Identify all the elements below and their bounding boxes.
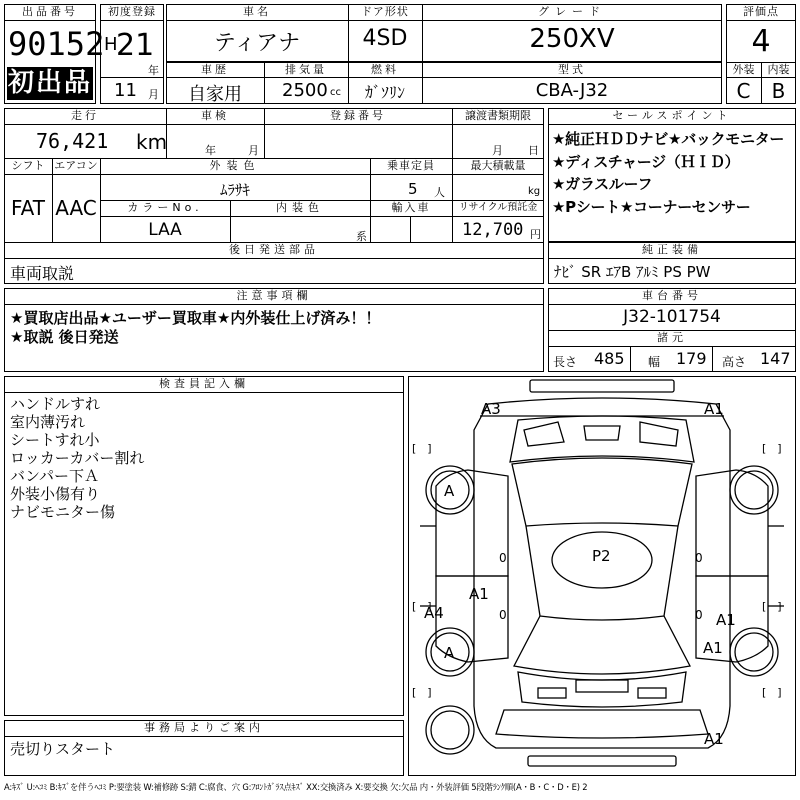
inspector-line: ロッカーカバー割れ — [10, 449, 145, 467]
mark-rear-right: A1 — [704, 730, 724, 748]
mark-rear-door-left: A1 — [469, 585, 489, 603]
glass-bracket: [ ] — [762, 442, 782, 455]
grade-header: グレード — [538, 5, 606, 18]
zero-mark: 0 — [499, 551, 507, 565]
lot-header: 出品番号 — [22, 5, 78, 18]
transfer-header: 譲渡書類期限 — [465, 109, 531, 122]
exterior-header: 外装 — [732, 63, 755, 76]
glass-bracket: [ ] — [412, 686, 432, 699]
capacity-unit: 人 — [434, 186, 445, 199]
inspector-line: 室内薄汚れ — [10, 413, 86, 431]
inspector-line: ナビモニター傷 — [10, 503, 116, 521]
year-unit: 年 — [148, 64, 159, 77]
height-label: 高さ — [722, 355, 747, 369]
capacity-value: 5 — [408, 180, 418, 198]
inspection-month-unit: 月 — [248, 144, 259, 157]
width-label: 幅 — [648, 355, 661, 369]
registration-month: 11 — [114, 80, 137, 101]
load-header: 最大積載量 — [470, 159, 526, 172]
ac-header: エアコン — [54, 159, 98, 172]
mileage-value: 76,421 — [36, 129, 109, 153]
glass-bracket: [ ] — [762, 600, 782, 613]
later-parts-header: 後日発送部品 — [229, 243, 319, 256]
grade-value: 250XV — [529, 24, 615, 54]
score-value: 4 — [751, 24, 771, 59]
interior-color-header: 内装色 — [276, 201, 324, 214]
inspection-header: 車検 — [201, 109, 229, 122]
plate-header: 登録番号 — [330, 109, 386, 122]
recycle-header: リサイクル預託金 — [458, 202, 538, 213]
office-header: 事務局よりご案内 — [144, 721, 264, 734]
exterior-grade: C — [736, 79, 751, 103]
later-parts-value: 車両取説 — [10, 264, 75, 283]
interior-grade: B — [771, 79, 786, 103]
zero-mark: 0 — [695, 608, 703, 622]
lot-number: 90152 — [8, 25, 105, 63]
inspector-list — [10, 395, 144, 521]
inspector-line: バンパー下Ａ — [10, 467, 99, 485]
displacement-unit: cc — [330, 87, 341, 98]
mark-front-right: A1 — [704, 400, 724, 418]
length-label: 長さ — [553, 355, 578, 369]
door-type: 4SD — [362, 26, 408, 51]
inspection-year-unit: 年 — [205, 144, 216, 157]
dims-header: 諸元 — [657, 331, 687, 344]
inspector-line: ハンドルすれ — [10, 395, 101, 413]
glass-bracket: [ ] — [762, 686, 782, 699]
sales-points-list — [552, 128, 784, 218]
notes-list — [10, 309, 380, 347]
interior-color-unit: 系 — [356, 230, 367, 243]
color-no-value: LAA — [148, 220, 182, 240]
inspector-line: シートすれ小 — [10, 431, 100, 449]
chassis-number: J32-101754 — [623, 307, 721, 327]
zero-mark: 0 — [499, 608, 507, 622]
registration-year: 21 — [116, 28, 155, 63]
sales-point-line: ★Pシート★コーナーセンサー — [552, 197, 751, 216]
sales-points-header: セールスポイント — [612, 109, 732, 122]
mark-right-rear-wheel: A1 — [703, 639, 723, 657]
color-value: ﾑﾗｻｷ — [219, 181, 250, 199]
equipment-items: ﾅﾋﾞ SR ｴｱB ｱﾙﾐ PS PW — [554, 263, 711, 281]
notes-header: 注意事項欄 — [236, 289, 312, 302]
office-text: 売切りスタート — [10, 740, 116, 758]
sales-point-line: ★ディスチャージ（ＨＩＤ） — [552, 152, 740, 171]
equipment-header: 純正装備 — [642, 243, 702, 256]
import-header: 輸入車 — [391, 201, 431, 214]
chassis-header: 車台番号 — [642, 289, 702, 302]
recycle-fee: 12,700 — [462, 220, 524, 240]
glass-bracket: [ ] — [412, 442, 432, 455]
displacement-header: 排気量 — [285, 63, 327, 76]
shift-value: FAT — [10, 196, 45, 220]
car-diagram — [408, 376, 796, 776]
mark-roof: P2 — [592, 547, 611, 565]
shift-header: シフト — [11, 159, 45, 172]
load-unit: kg — [528, 186, 541, 197]
interior-header: 内装 — [767, 63, 790, 76]
mark-left-quarter: A4 — [424, 604, 444, 622]
inspector-header: 検査員記入欄 — [159, 377, 249, 390]
note-line: ★取説 後日発送 — [10, 328, 119, 346]
history-header: 車歴 — [201, 63, 229, 76]
color-header: 外装色 — [209, 159, 261, 172]
color-no-header: カラーNo. — [127, 201, 203, 214]
fuel-header: 燃料 — [371, 63, 399, 76]
mark-wheel-rear-left: A — [444, 644, 455, 662]
ac-value: AAC — [55, 196, 97, 220]
door-header: ドア形状 — [361, 5, 409, 18]
glass-bracket: [ ] — [412, 600, 432, 613]
month-unit: 月 — [148, 88, 159, 101]
model-code: CBA-J32 — [535, 80, 609, 101]
name-header: 車名 — [243, 5, 271, 18]
model-header: 型式 — [558, 63, 586, 76]
registration-header: 初度登録 — [108, 5, 156, 18]
zero-mark: 0 — [695, 551, 703, 565]
length-value: 485 — [594, 349, 625, 368]
width-value: 179 — [676, 349, 707, 368]
car-name: ティアナ — [213, 31, 301, 56]
mileage-unit: km — [136, 130, 168, 154]
sales-point-line: ★ガラスルーフ — [552, 175, 653, 193]
fuel-value: ｶﾞｿﾘﾝ — [364, 83, 405, 102]
mileage-header: 走行 — [71, 109, 99, 122]
height-value: 147 — [760, 349, 791, 368]
registration-era: H — [104, 34, 118, 55]
score-header: 評価点 — [743, 5, 779, 18]
history-value: 自家用 — [188, 84, 242, 105]
mark-front-left: A3 — [481, 400, 501, 418]
note-line: ★買取店出品★ユーザー買取車★内外装仕上げ済み！！ — [10, 309, 381, 327]
legend-text: A:ｷｽﾞ U:ﾍｺﾐ B:ｷｽﾞを伴うﾍｺﾐ P:要塗装 W:補修跡 S:錆 C:腐食、穴 G:ﾌﾛﾝﾄｶﾞﾗｽ点ｷｽﾞ XX:交換済み X:要交換 欠:欠品 内・外装評価 5段階ﾗﾝｸ順(A・B・C・D・E) 2 — [4, 782, 588, 792]
first-listing-badge: 初出品 — [7, 68, 92, 98]
capacity-header: 乗車定員 — [387, 159, 435, 172]
recycle-unit: 円 — [530, 228, 541, 241]
displacement-value: 2500 — [282, 80, 328, 101]
transfer-month-unit: 月 — [492, 144, 503, 157]
inspector-line: 外装小傷有り — [10, 485, 101, 503]
mark-right-quarter: A1 — [716, 611, 736, 629]
sales-point-line: ★純正ＨＤＤナビ★バックモニター — [552, 130, 785, 148]
mark-wheel-front-left: A — [444, 482, 455, 500]
transfer-day-unit: 日 — [528, 144, 539, 157]
